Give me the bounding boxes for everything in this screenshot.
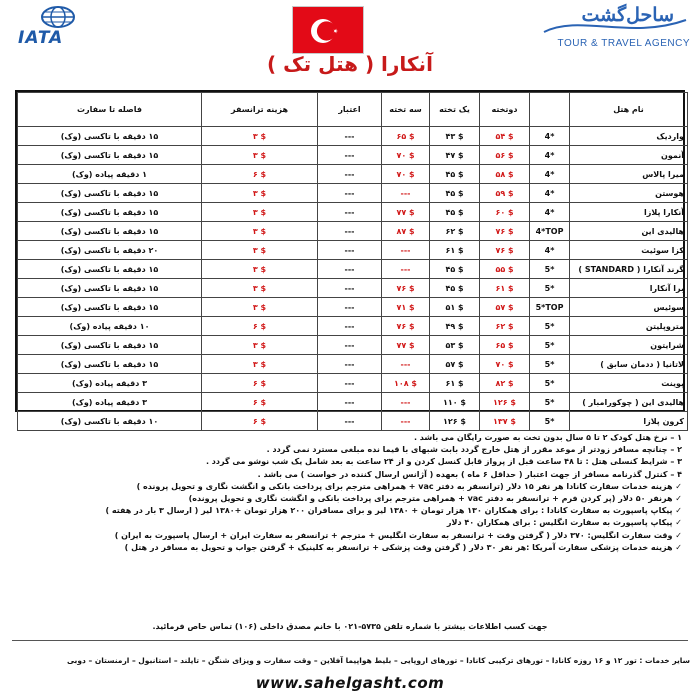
single-price-cell: ۶۲ $ [430,222,480,241]
triple-price-cell: --- [382,241,430,260]
triple-price-cell: --- [382,393,430,412]
double-price-cell: ۵۵ $ [480,260,530,279]
note-item: ۱ – نرخ هتل کودک ۲ تا ۵ سال بدون تخت به صورت رایگان می باشد . [413,433,682,442]
embassy-distance-cell: ۱۵ دقیقه با تاکسی (وک) [18,127,202,146]
embassy-distance-cell: ۱۵ دقیقه با تاکسی (وک) [18,184,202,203]
transfer-cost-cell: ۳ $ [202,222,318,241]
validity-cell: --- [318,298,382,317]
transfer-cost-cell: ۳ $ [202,184,318,203]
hotel-name-cell: سوئیس [570,298,688,317]
transfer-cost-cell: ۶ $ [202,317,318,336]
hotel-name-cell: گرند آنکارا ( STANDARD ) [570,260,688,279]
col-header-validity: اعتبار [318,93,382,127]
single-price-cell: ۴۵ $ [430,165,480,184]
table-row [18,165,688,184]
validity-cell: --- [318,412,382,431]
validity-cell: --- [318,127,382,146]
agency-tagline: TOUR & TRAVEL AGENCY [557,38,690,49]
notes-section [22,432,682,554]
double-price-cell: ۸۲ $ [480,374,530,393]
single-price-cell: ۵۷ $ [430,355,480,374]
single-price-cell: ۶۱ $ [430,374,480,393]
double-price-cell: ۵۶ $ [480,146,530,165]
table-row [18,184,688,203]
hotel-name-cell: لاتانیا ( ددمان سابق ) [570,355,688,374]
star-rating-cell: 4*TOP [530,222,570,241]
note-item: ✓ پیکاپ پاسپورت به سفارت کانادا : برای همکاران ۱۳۰ هزار تومان + ۱۳۸۰ لیر و برای مسافران ۲۰۰ هزار تومان +۱۳۸۰ لیر ( ارسال ۳ بار در هفته ) [105,506,682,516]
col-header-hotel-name: نام هتل [570,93,688,127]
star-rating-cell: 5* [530,260,570,279]
triple-price-cell: ۷۷ $ [382,203,430,222]
globe-icon [40,6,76,28]
note-item: ۴ – کنترل گذرنامه مسافر از جهت اعتبار ( حداقل ۶ ماه ) بعهده ( آژانس ارسال کننده در خواست ) می باشد . [257,469,682,479]
note-item: ✓ پیکاپ پاسپورت به سفارت انگلیس : برای همکاران ۴۰ دلار [446,518,682,528]
triple-price-cell: ۷۰ $ [382,165,430,184]
table-row [18,317,688,336]
hotel-name-cell: پوینت [570,374,688,393]
triple-price-cell: ۷۶ $ [382,279,430,298]
col-header-distance: فاصله تا سفارت [18,93,202,127]
hotel-name-cell: آنکارا پلازا [570,203,688,222]
triple-price-cell: ۷۰ $ [382,146,430,165]
hotel-name-cell: هالیدی این [570,222,688,241]
agency-logo [538,4,698,56]
embassy-distance-cell: ۱۵ دقیقه با تاکسی (وک) [18,298,202,317]
note-item: ✓ هزینه خدمات پزشکی سفارت آمریکا :هر نفر ۳۰ دلار ( گرفتن وقت پزشکی + ترانسفر به کلینیک + گرفتن جواب و تحویل به مسافر در هتل ) [124,542,682,552]
single-price-cell: ۱۲۶ $ [430,412,480,431]
iata-logo [12,6,102,52]
hotel-name-cell: میرا پالاس [570,165,688,184]
other-services: سایر خدمات : تور ۱۲ و ۱۶ روزه کانادا – تورهای ترکیبی کانادا – تورهای اروپایی – بلیط هواپیما آفلاین – وقت سفارت و ویزای شنگن – تایلند – استانبول – ارمنستان – دوبی [66,656,690,665]
table-row [18,393,688,412]
validity-cell: --- [318,260,382,279]
validity-cell: --- [318,146,382,165]
agency-name: ساحل‌گشت [581,4,674,26]
embassy-distance-cell: ۲۰ دقیقه با تاکسی (وک) [18,241,202,260]
transfer-cost-cell: ۳ $ [202,260,318,279]
embassy-distance-cell: ۱۰ دقیقه پیاده (وک) [18,317,202,336]
note-item: ✓ هزینه خدمات سفارت کانادا هر نفر ۱۵ دلار (ترانسفر به دفتر vac + همراهی مترجم برای پرداخت بانکی و انگشت نگاری و تحویل پرونده ) [136,481,682,491]
triple-price-cell: --- [382,412,430,431]
double-price-cell: ۶۵ $ [480,336,530,355]
website-link[interactable]: www.sahelgasht.com [255,674,445,692]
contact-info: جهت کسب اطلاعات بیشتر با شماره تلفن ۵۷۳۵-۰۲۱ با خانم مصدق داخلی (۱۰۶) تماس حاص فرمائید. [152,622,548,631]
table-row [18,336,688,355]
single-price-cell: ۴۹ $ [430,317,480,336]
single-price-cell: ۵۱ $ [430,298,480,317]
transfer-cost-cell: ۳ $ [202,127,318,146]
transfer-cost-cell: ۶ $ [202,412,318,431]
embassy-distance-cell: ۳ دقیقه پیاده (وک) [18,374,202,393]
transfer-cost-cell: ۳ $ [202,355,318,374]
triple-price-cell: --- [382,260,430,279]
double-price-cell: ۵۹ $ [480,184,530,203]
star-rating-cell: 5*TOP [530,298,570,317]
hotel-price-table [15,90,685,426]
star-rating-cell: 5* [530,336,570,355]
triple-price-cell: --- [382,355,430,374]
col-header-stars [530,93,570,127]
single-price-cell: ۱۱۰ $ [430,393,480,412]
double-price-cell: ۱۲۶ $ [480,393,530,412]
hotel-name-cell: هوستن [570,184,688,203]
table-row [18,203,688,222]
transfer-cost-cell: ۶ $ [202,165,318,184]
embassy-distance-cell: ۱۵ دقیقه با تاکسی (وک) [18,260,202,279]
hotel-name-cell: کزا سوئیت [570,241,688,260]
triple-price-cell: ۷۷ $ [382,336,430,355]
single-price-cell: ۴۷ $ [430,146,480,165]
star-rating-cell: 4* [530,146,570,165]
wave-icon [540,10,690,38]
single-price-cell: ۵۳ $ [430,336,480,355]
hotel-name-cell: کرون پلازا [570,412,688,431]
hotel-name-cell: هالیدی این ( چوکورامبار ) [570,393,688,412]
star-rating-cell: 4* [530,203,570,222]
star-rating-cell: 4* [530,241,570,260]
double-price-cell: ۷۰ $ [480,355,530,374]
double-price-cell: ۷۶ $ [480,222,530,241]
double-price-cell: ۶۲ $ [480,317,530,336]
col-header-double: دوتخته [480,93,530,127]
single-price-cell: ۴۵ $ [430,203,480,222]
star-rating-cell: 4* [530,165,570,184]
embassy-distance-cell: ۱ دقیقه پیاده (وک) [18,165,202,184]
transfer-cost-cell: ۶ $ [202,374,318,393]
star-rating-cell: 5* [530,355,570,374]
transfer-cost-cell: ۳ $ [202,298,318,317]
double-price-cell: ۵۴ $ [480,127,530,146]
validity-cell: --- [318,203,382,222]
col-header-triple: سه تخته [382,93,430,127]
validity-cell: --- [318,222,382,241]
transfer-cost-cell: ۶ $ [202,393,318,412]
table-row [18,279,688,298]
validity-cell: --- [318,184,382,203]
validity-cell: --- [318,165,382,184]
table-row [18,374,688,393]
single-price-cell: ۴۵ $ [430,260,480,279]
triple-price-cell: ۸۷ $ [382,222,430,241]
transfer-cost-cell: ۳ $ [202,279,318,298]
transfer-cost-cell: ۳ $ [202,146,318,165]
transfer-cost-cell: ۳ $ [202,336,318,355]
star-rating-cell: 5* [530,393,570,412]
turkey-flag [292,6,364,54]
hotel-name-cell: آنمون [570,146,688,165]
embassy-distance-cell: ۱۵ دقیقه با تاکسی (وک) [18,203,202,222]
validity-cell: --- [318,279,382,298]
star-rating-cell: 5* [530,279,570,298]
validity-cell: --- [318,374,382,393]
hotel-name-cell: متروپلیتن [570,317,688,336]
table-row [18,355,688,374]
table-row [18,222,688,241]
table-row [18,146,688,165]
table-row [18,260,688,279]
validity-cell: --- [318,241,382,260]
embassy-distance-cell: ۱۵ دقیقه با تاکسی (وک) [18,279,202,298]
star-rating-cell: 4* [530,184,570,203]
single-price-cell: ۴۳ $ [430,127,480,146]
embassy-distance-cell: ۱۰ دقیقه با تاکسی (وک) [18,412,202,431]
single-price-cell: ۴۵ $ [430,279,480,298]
validity-cell: --- [318,317,382,336]
table-row [18,412,688,431]
triple-price-cell: ۷۱ $ [382,298,430,317]
double-price-cell: ۵۷ $ [480,298,530,317]
embassy-distance-cell: ۱۵ دقیقه با تاکسی (وک) [18,336,202,355]
embassy-distance-cell: ۱۵ دقیقه با تاکسی (وک) [18,222,202,241]
col-header-single: یک تخته [430,93,480,127]
page-title: آنکارا ( هتل تک ) [267,52,433,76]
crescent-star-icon [293,7,365,55]
triple-price-cell: --- [382,184,430,203]
validity-cell: --- [318,355,382,374]
single-price-cell: ۴۵ $ [430,184,480,203]
validity-cell: --- [318,336,382,355]
iata-label: IATA [18,28,64,48]
embassy-distance-cell: ۱۵ دقیقه با تاکسی (وک) [18,355,202,374]
hotel-name-cell: برا آنکارا [570,279,688,298]
double-price-cell: ۶۰ $ [480,203,530,222]
triple-price-cell: ۶۵ $ [382,127,430,146]
triple-price-cell: ۷۶ $ [382,317,430,336]
star-rating-cell: 4* [530,127,570,146]
divider [12,640,688,641]
note-item: ۳ – شرایط کنسلی هتل : تا ۴۸ ساعت قبل از پرواز قابل کنسل کردن و از ۲۴ ساعت به بعد شامل یک شب نوشو می گردد . [205,457,682,467]
table-row [18,298,688,317]
note-item: ✓ وقت سفارت انگلیس: ۳۷۰ دلار ( گرفتن وقت + ترانسفر به سفارت انگلیس + مترجم + ترانسفر به سفارت ایران + ارسال پاسپورت به ایران ) [114,530,682,540]
transfer-cost-cell: ۳ $ [202,203,318,222]
table-row [18,241,688,260]
note-item: ✓ هرنفر ۵۰ دلار (پر کردن فرم + ترانسفر به دفتر vac + همراهی مترجم برای پرداخت بانکی و انگشت نگاری و تحویل پرونده) [188,494,682,504]
embassy-distance-cell: ۳ دقیقه پیاده (وک) [18,393,202,412]
col-header-transfer: هزینه ترانسفر [202,93,318,127]
hotel-name-cell: شرایتون [570,336,688,355]
double-price-cell: ۵۸ $ [480,165,530,184]
star-rating-cell: 5* [530,374,570,393]
star-rating-cell: 5* [530,317,570,336]
double-price-cell: ۷۶ $ [480,241,530,260]
table-header-row [18,93,688,127]
star-rating-cell: 5* [530,412,570,431]
table-row [18,127,688,146]
double-price-cell: ۱۳۷ $ [480,412,530,431]
note-item: ۲ – چنانچه مسافر زودتر از موعد مقرر از هتل خارج گردد بابت شبهای با قیما نده مبلغی مسترد نمی گردد . [266,445,682,455]
hotel-name-cell: واردیک [570,127,688,146]
embassy-distance-cell: ۱۵ دقیقه با تاکسی (وک) [18,146,202,165]
validity-cell: --- [318,393,382,412]
single-price-cell: ۶۱ $ [430,241,480,260]
triple-price-cell: ۱۰۸ $ [382,374,430,393]
double-price-cell: ۶۱ $ [480,279,530,298]
transfer-cost-cell: ۳ $ [202,241,318,260]
